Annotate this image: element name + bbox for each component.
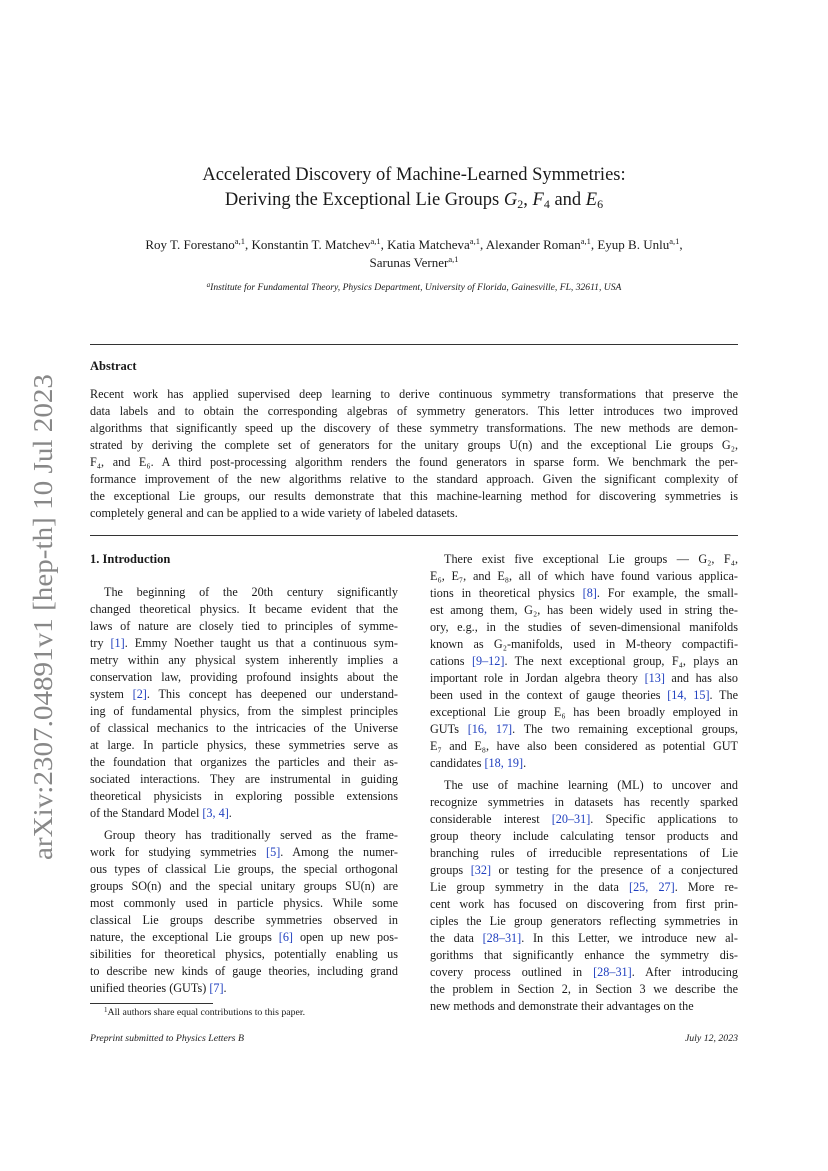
citation-link[interactable]: [7] xyxy=(209,981,224,995)
text-line: the foundation that organizes the particles and their as- xyxy=(90,755,398,769)
text-line: E₆, E₇, and E₈, all of which have found various applica- xyxy=(430,569,738,583)
text-line: sociated interactions. They are instrumental in guiding xyxy=(90,772,398,786)
text-line: changed theoretical physics. It became evident that the xyxy=(90,602,398,616)
affiliation xyxy=(90,282,738,293)
arxiv-id-text: arXiv:2307.04891v1 [hep-th] 10 Jul 2023 xyxy=(28,409,58,860)
author-name: Alexander Roman xyxy=(485,237,581,252)
citation-link[interactable]: [9–12] xyxy=(471,654,505,668)
left-column xyxy=(90,584,398,997)
paper-title xyxy=(90,163,738,213)
text-line: ory, e.g., in the studies of seven-dimensional manifolds xyxy=(430,620,738,634)
subscript: 4 xyxy=(543,197,550,211)
citation-link[interactable]: [3, 4] xyxy=(202,806,229,820)
text-line: known as G₂-manifolds, used in M-theory compactifi- xyxy=(430,637,738,651)
author-affiliation-mark: a,1 xyxy=(234,236,245,246)
text-line: unified theories (GUTs) [7]. xyxy=(90,981,227,995)
text-line: The use of machine learning (ML) to uncover and xyxy=(444,778,738,792)
text-line: laws of nature are closely tied to principles of symme- xyxy=(90,619,398,633)
citation-link[interactable]: [8] xyxy=(582,586,597,600)
section-heading: 1. Introduction xyxy=(90,552,171,566)
title-line-2 xyxy=(90,188,738,213)
footer-date: July 12, 2023 xyxy=(684,1033,738,1044)
citation-link[interactable]: [16, 17] xyxy=(467,722,513,736)
citation-link[interactable]: [32] xyxy=(470,863,492,877)
text-line: exceptional Lie group E₆ has been broadly employed in xyxy=(430,705,738,719)
citation-link[interactable]: [5] xyxy=(266,845,281,859)
author-name: Roy T. Forestano xyxy=(145,237,235,252)
author-affiliation-mark: a,1 xyxy=(669,236,680,246)
abstract-bottom-rule xyxy=(90,535,738,536)
text-line: Group theory has traditionally served as the frame- xyxy=(104,828,398,842)
abstract-line: data labels and to obtain the corresponding algebras of symmetry generators. This letter introduces two improved xyxy=(90,404,738,418)
author-name: Katia Matcheva xyxy=(387,237,470,252)
author-affiliation-mark: a,1 xyxy=(448,254,459,264)
symbol-f: F xyxy=(532,190,544,210)
text-line: at large. In particle physics, these symmetries serve as xyxy=(90,738,398,752)
text-line: cations [9–12]. The next exceptional group, F₄, plays an xyxy=(430,654,738,668)
abstract-top-rule xyxy=(90,344,738,345)
subscript: 2 xyxy=(517,197,524,211)
text-line: branching rules of irreducible representations of Lie xyxy=(430,846,738,860)
text-line: classical Lie groups describe symmetries observed in xyxy=(90,913,398,927)
text-line: cent work has focused on discovering from first prin- xyxy=(430,897,738,911)
text-line: of the Standard Model [3, 4]. xyxy=(90,806,232,820)
abstract-line: strated by deriving the complete set of generators for the unitary groups U(n) and the exceptional Lie groups G₂, xyxy=(90,438,738,452)
citation-link[interactable]: [6] xyxy=(278,930,293,944)
text-line: GUTs [16, 17]. The two remaining exceptional groups, xyxy=(430,722,738,736)
paragraph xyxy=(90,827,398,997)
abstract-heading: Abstract xyxy=(90,359,137,373)
paragraph xyxy=(430,551,738,772)
author-name: Konstantin T. Matchev xyxy=(251,237,371,252)
text-line: the data [28–31]. In this Letter, we introduce new al- xyxy=(430,931,738,945)
text-line: groups [32] or testing for the presence of a conjectured xyxy=(430,863,738,877)
text-line: most commonly used in particle physics. While some xyxy=(90,896,398,910)
text-line: tions in theoretical physics [8]. For example, the small- xyxy=(430,586,738,600)
citation-link[interactable]: [20–31] xyxy=(551,812,591,826)
affiliation-mark: a xyxy=(206,281,211,289)
text-line: metry within any physical system inherently implies a xyxy=(90,653,398,667)
footnote-rule xyxy=(90,1003,213,1004)
text-line: covery process outlined in [28–31]. After introducing xyxy=(430,965,738,979)
conjunction: and xyxy=(549,190,586,210)
text-line: ous types of classical Lie groups, the special orthogonal xyxy=(90,862,398,876)
text-line: new methods and demonstrate their advantages on the xyxy=(430,999,694,1013)
title-line-1: Accelerated Discovery of Machine-Learned Symmetries: xyxy=(202,165,626,185)
paragraph xyxy=(90,584,398,822)
arxiv-identifier xyxy=(25,374,61,860)
title-text: Deriving the Exceptional Lie Groups xyxy=(224,190,504,210)
authors-line-2 xyxy=(90,254,738,272)
text-line: recognize symmetries in datasets has recently sparked xyxy=(430,795,738,809)
text-line: work for studying symmetries [5]. Among the numer- xyxy=(90,845,398,859)
citation-link[interactable]: [28–31] xyxy=(482,931,522,945)
text-line: the problem in Section 2, in Section 3 we describe the xyxy=(430,982,738,996)
author-affiliation-mark: a,1 xyxy=(469,236,480,246)
text-line: candidates [18, 19]. xyxy=(430,756,527,770)
right-column xyxy=(430,551,738,1015)
text-line: ciples the Lie group generators reflecting symmetries in xyxy=(430,914,738,928)
author-name: Sarunas Verner xyxy=(369,255,449,270)
symbol-g: G xyxy=(503,190,518,210)
text-line: est among them, G₂, has been widely used in string the- xyxy=(430,603,738,617)
text-line: There exist five exceptional Lie groups — G₂, F₄, xyxy=(444,552,738,566)
text-line: to describe new kinds of gauge theories, including grand xyxy=(90,964,398,978)
text-line: been used in the context of gauge theories [14, 15]. The xyxy=(430,688,738,702)
citation-link[interactable]: [13] xyxy=(644,671,665,685)
abstract-line: the exceptional Lie groups, our results demonstrate that this machine-learning method for discovering symmetries is xyxy=(90,489,738,503)
author-list xyxy=(90,236,738,272)
subscript: 6 xyxy=(597,197,604,211)
text-line: conservation law, providing profound insights about the xyxy=(90,670,398,684)
abstract-line: completely general and can be applied to a wide variety of labeled datasets. xyxy=(90,506,458,520)
citation-link[interactable]: [14, 15] xyxy=(667,688,710,702)
text-line: important role in Jordan algebra theory [13] and has also xyxy=(430,671,738,685)
footnote-text: All authors share equal contributions to this paper. xyxy=(107,1007,306,1018)
footnote xyxy=(104,1007,305,1018)
citation-link[interactable]: [2] xyxy=(132,687,147,701)
authors-line-1: Roy T. Forestano$^{a,1}$, Konstantin T. Matchev$^{a,1}$, Katia Matcheva$^{a,1}$, Alexander Roman$^{a,1}$, Eyup B. Unlu$^{a,1}$, xyxy=(145,236,683,252)
text-line: of classical mechanics to the intricacies of the Universe xyxy=(90,721,398,735)
text-line: group theory include calculating tensor products and xyxy=(430,829,738,843)
text-line: theoretical physicists in exploring possible extensions xyxy=(90,789,398,803)
symbol-e: E xyxy=(585,190,598,210)
text-line: groups SO(n) and the special unitary groups SU(n) are xyxy=(90,879,398,893)
citation-link[interactable]: [25, 27] xyxy=(629,880,675,894)
citation-link[interactable]: [28–31] xyxy=(593,965,632,979)
paragraph xyxy=(430,777,738,1015)
footnote-mark: 1 xyxy=(104,1006,108,1014)
text-line: nature, the exceptional Lie groups [6] open up new pos- xyxy=(90,930,399,944)
text-line: try [1]. Emmy Noether taught us that a continuous sym- xyxy=(90,636,398,650)
text-line: The beginning of the 20th century significantly xyxy=(104,585,398,599)
text-line: considerable interest [20–31]. Specific applications to xyxy=(430,812,738,826)
text-line: system [2]. This concept has deepened our understand- xyxy=(90,687,398,701)
abstract-line: F₄, and E₆. A third post-processing algorithm renders the found generators in sparse form. We benchmark the per- xyxy=(90,455,738,469)
affiliation-text: Institute for Fundamental Theory, Physics Department, University of Florida, Gainesville, FL, 32611, USA xyxy=(210,282,622,293)
abstract-line: Recent work has applied supervised deep learning to derive continuous symmetry transformations that preserve the xyxy=(90,387,738,401)
text-line: Lie group symmetry in the data [25, 27]. More re- xyxy=(430,880,738,894)
footer-journal: Preprint submitted to Physics Letters B xyxy=(90,1033,244,1044)
text-line: gorithms that significantly enhance the symmetry dis- xyxy=(430,948,738,962)
abstract-line: algorithms that significantly speed up the discovery of these symmetry transformations. The new methods are demon- xyxy=(90,421,738,435)
abstract-body xyxy=(90,386,738,522)
author-affiliation-mark: a,1 xyxy=(370,236,381,246)
text-line: sibilities for theoretical physics, potentially enabling us xyxy=(90,947,398,961)
citation-link[interactable]: [18, 19] xyxy=(484,756,524,770)
abstract-line: formance improvement of the new algorithms relative to the standard approach. Given the significant complexity of xyxy=(90,472,738,486)
author-name: Eyup B. Unlu xyxy=(597,237,670,252)
text-line: E₇ and E₈, have also been considered as potential GUT xyxy=(430,739,738,753)
citation-link[interactable]: [1] xyxy=(110,636,125,650)
text-line: ing of fundamental physics, from the simplest principles xyxy=(90,704,398,718)
author-affiliation-mark: a,1 xyxy=(580,236,591,246)
separator: , xyxy=(523,190,533,210)
